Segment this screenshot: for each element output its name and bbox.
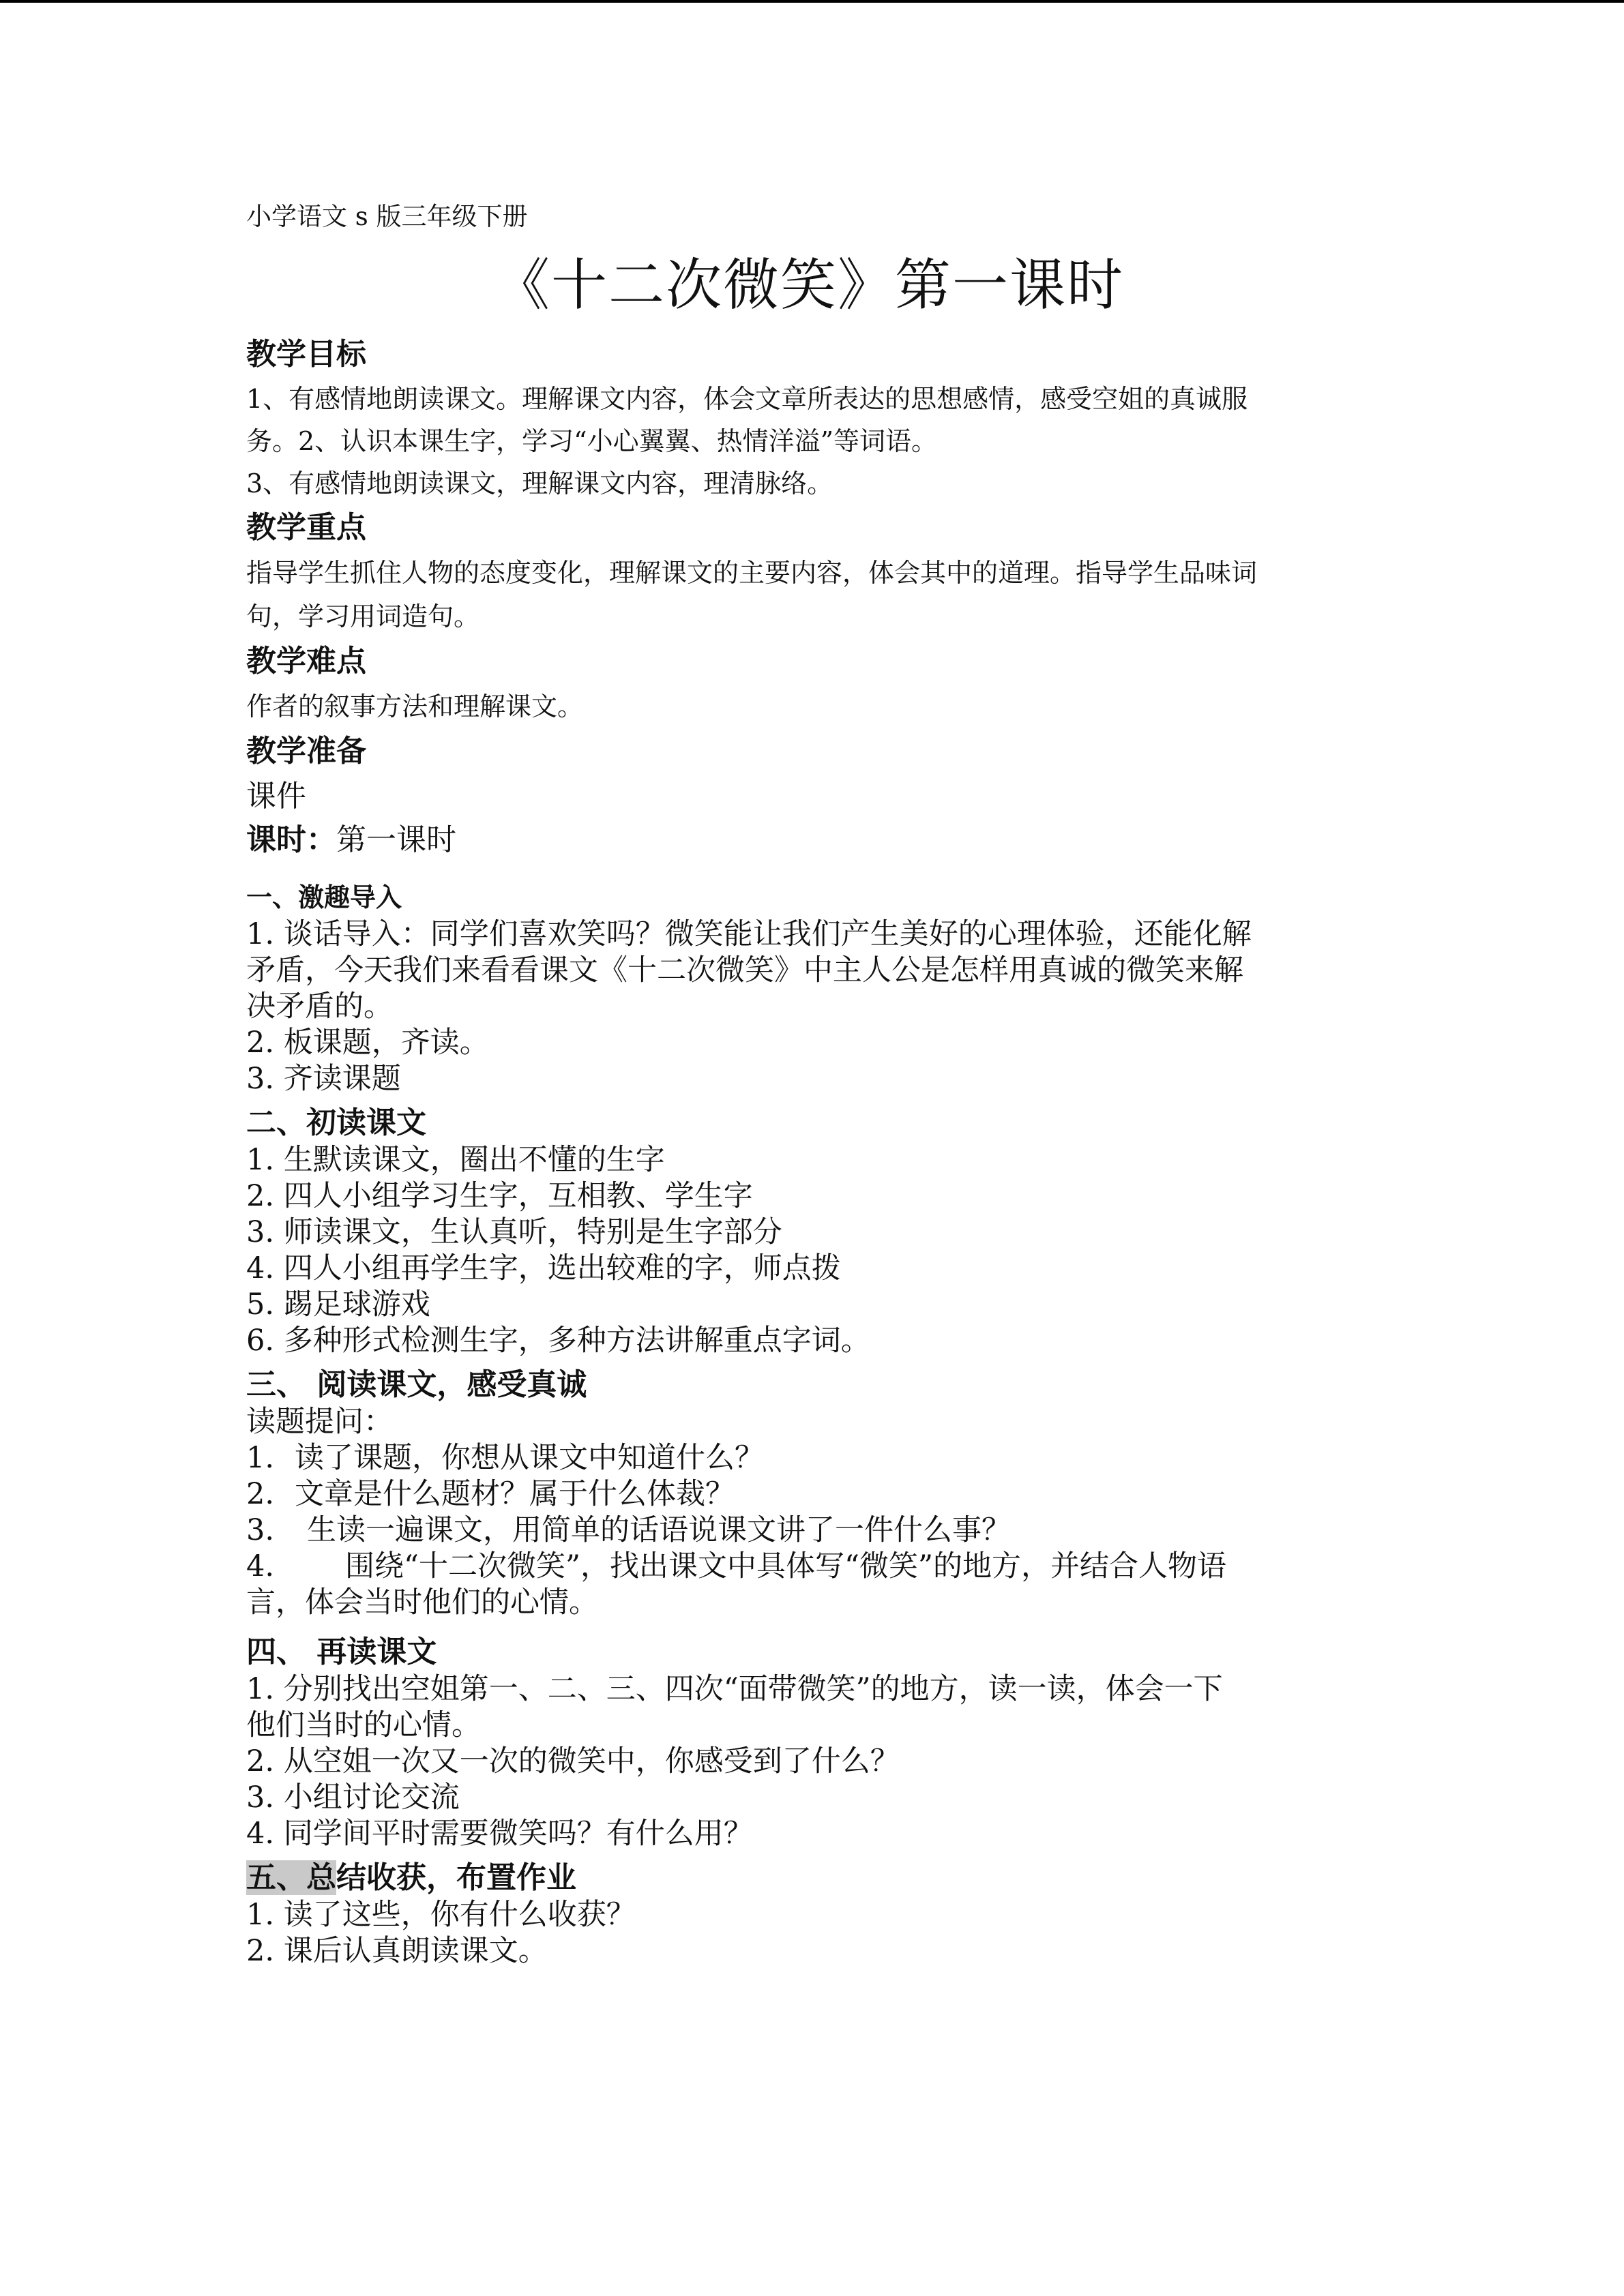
list-item: 1. 读了这些，你有什么收获？ (246, 1898, 636, 1932)
list-item: 决矛盾的。 (246, 989, 393, 1024)
question-item (246, 1440, 1392, 1476)
key-points-line: 句，学习用词造句。 (246, 601, 480, 631)
list-item: 2. 板课题，齐读。 (246, 1026, 489, 1060)
objectives-section (246, 334, 1392, 505)
subject-line: 小学语文 s 版三年级下册 (246, 202, 528, 231)
question-text: 围绕“十二次微笑”，找出课文中具体写“微笑”的地方，并结合人物语 (345, 1549, 1226, 1583)
list-item: 1. 谈话导入：同学们喜欢笑吗？微笑能让我们产生美好的心理体验，还能化解 (246, 917, 1252, 951)
list-item: 4. 同学间平时需要微笑吗？有什么用？ (246, 1817, 753, 1851)
question-item (246, 1476, 1392, 1512)
section-5-heading (246, 1859, 1392, 1897)
question-continuation: 言，体会当时他们的心情。 (246, 1585, 598, 1620)
list-item: 1. 分别找出空姐第一、二、三、四次“面带微笑”的地方，读一读，体会一下 (246, 1672, 1223, 1706)
key-points-line: 指导学生抓住人物的态度变化，理解课文的主要内容，体会其中的道理。指导学生品味词 (246, 558, 1258, 588)
question-number: 1. (246, 1441, 275, 1475)
page-top-border (0, 0, 1624, 3)
section-1-heading: 一、激趣导入 (246, 882, 402, 912)
list-item: 2. 课后认真朗读课文。 (246, 1934, 548, 1968)
list-item: 1. 生默读课文，圈出不懂的生字 (246, 1143, 665, 1177)
section-4-heading: 四、 再读课文 (246, 1635, 437, 1669)
objectives-line: 3、有感情地朗读课文，理解课文内容，理清脉络。 (246, 468, 833, 498)
period-line (246, 818, 1392, 862)
question-item (246, 1512, 1392, 1549)
section-5 (246, 1859, 1392, 1969)
section-3 (246, 1366, 1392, 1621)
list-item: 3. 小组讨论交流 (246, 1780, 460, 1815)
list-item: 4. 四人小组再学生字，选出较难的字，师点拨 (246, 1251, 841, 1285)
question-text: 读了课题，你想从课文中知道什么？ (295, 1441, 765, 1475)
key-points-heading: 教学重点 (246, 510, 366, 545)
list-item: 3. 齐读课题 (246, 1062, 401, 1096)
list-item: 矛盾，今天我们来看看课文《十二次微笑》中主人公是怎样用真诚的微笑来解 (246, 953, 1243, 987)
list-item: 5. 踢足球游戏 (246, 1287, 430, 1322)
objectives-heading: 教学目标 (246, 337, 366, 372)
section-1 (246, 878, 1392, 1097)
question-number: 2. (246, 1477, 275, 1511)
section-2 (246, 1104, 1392, 1359)
page-title: 《十二次微笑》第一课时 (493, 253, 1124, 318)
preparation-heading: 教学准备 (246, 734, 366, 769)
preparation-section (246, 731, 1392, 818)
period-value: 第一课时 (336, 822, 456, 857)
question-number: 3. (246, 1513, 275, 1547)
list-item: 他们当时的心情。 (246, 1708, 481, 1742)
question-item (246, 1549, 1392, 1585)
list-item: 2. 从空姐一次又一次的微笑中，你感受到了什么？ (246, 1744, 900, 1778)
difficulties-section (246, 641, 1392, 728)
preparation-line: 课件 (246, 779, 306, 814)
objectives-line: 务。2、认识本课生字，学习“小心翼翼、热情洋溢”等词语。 (246, 426, 938, 456)
list-item: 2. 四人小组学习生字，互相教、学生字 (246, 1179, 753, 1213)
period-label: 课时： (246, 822, 336, 857)
section-2-heading: 二、初读课文 (246, 1105, 426, 1140)
section-5-heading-rest: 结收获，布置作业 (336, 1860, 576, 1895)
section-4 (246, 1633, 1392, 1852)
section-3-heading: 三、 阅读课文，感受真诚 (246, 1367, 587, 1402)
question-text: 文章是什么题材？属于什么体裁？ (295, 1477, 735, 1511)
section-3-intro: 读题提问： (246, 1405, 393, 1439)
list-item: 3. 师读课文，生认真听，特别是生字部分 (246, 1215, 782, 1249)
question-number: 4. (246, 1549, 275, 1583)
difficulties-line: 作者的叙事方法和理解课文。 (246, 691, 584, 721)
objectives-line: 1、有感情地朗读课文。理解课文内容，体会文章所表达的思想感情，感受空姐的真诚服 (246, 384, 1248, 414)
key-points-section (246, 507, 1392, 638)
document-page (246, 192, 1392, 1969)
question-text: 生读一遍课文，用简单的话语说课文讲了一件什么事？ (307, 1513, 1012, 1547)
list-item: 6. 多种形式检测生字，多种方法讲解重点字词。 (246, 1324, 870, 1358)
highlighted-text: 五、总 (246, 1860, 336, 1895)
difficulties-heading: 教学难点 (246, 644, 366, 679)
